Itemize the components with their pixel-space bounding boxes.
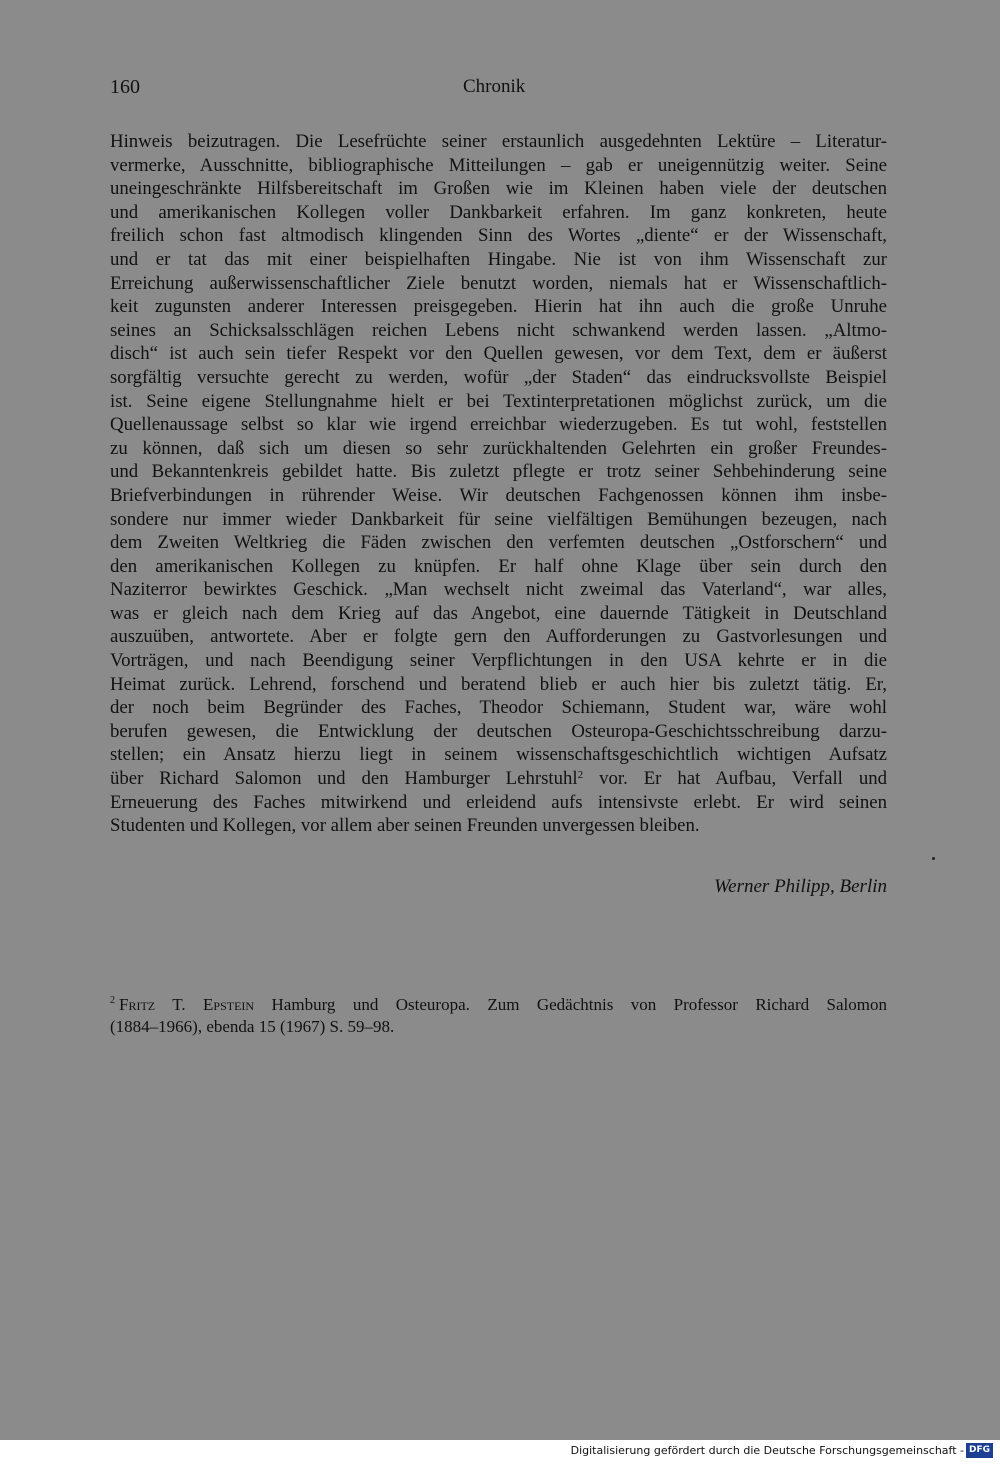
dfg-logo: DFG	[966, 1443, 993, 1458]
text-line-with-footnote	[110, 767, 887, 791]
text-line: der noch beim Begründer des Faches, Theodor Schiemann, Student war, wäre wohl	[110, 697, 887, 719]
text-line: seines an Schicksalsschlägen reichen Lebens nicht schwankend werden lassen. „Altmo-	[110, 319, 887, 341]
text-line: uneingeschränkte Hilfsbereitschaft im Großen wie im Kleinen haben viele der deutschen	[110, 178, 887, 200]
body-text	[110, 130, 887, 838]
text-line: Briefverbindungen in rührender Weise. Wir deutschen Fachgenossen können ihm insbe-	[110, 484, 887, 506]
footnote-reference: 2	[577, 768, 584, 781]
footnote-mark: 2	[110, 995, 115, 1006]
footnote-line	[110, 994, 887, 1016]
text-line: Heimat zurück. Lehrend, forschend und beratend blieb er auch hier bis zuletzt tätig. Er,	[110, 673, 887, 695]
text-line: berufen gewesen, die Entwicklung der deutschen Osteuropa-Geschichtsschreibung darzu-	[110, 720, 887, 742]
text-line: zu können, daß sich um diesen so sehr zurückhaltenden Gelehrten ein großer Freundes-	[110, 437, 887, 459]
text-line: und amerikanischen Kollegen voller Dankbarkeit erfahren. Im ganz konkreten, heute	[110, 201, 887, 223]
text-line: keit zugunsten anderer Interessen preisgegeben. Hierin hat ihn auch die große Unruhe	[110, 296, 887, 318]
text-segment: über Richard Salomon und den Hamburger Lehrstuhl	[110, 768, 578, 790]
page-number: 160	[110, 76, 140, 98]
running-head: Chronik	[463, 76, 526, 97]
funding-note: Digitalisierung gefördert durch die Deutsche Forschungsgemeinschaft -	[570, 1444, 964, 1457]
text-segment: vor. Er hat Aufbau, Verfall und	[583, 768, 887, 790]
footnote	[110, 994, 887, 1038]
text-line: Hinweis beizutragen. Die Lesefrüchte seiner erstaunlich ausgedehnten Lektüre – Literatur-	[110, 131, 887, 152]
text-line: ist. Seine eigene Stellungnahme hielt er bei Textinterpretationen möglichst zurück, um die	[110, 390, 887, 412]
text-line: Naziterror bewirktes Geschick. „Man wechselt nicht zweimal das Vaterland“, war alles,	[110, 579, 887, 601]
text-line: auszuüben, antwortete. Aber er folgte gern den Aufforderungen zu Gastvorlesungen und	[110, 626, 887, 648]
text-line: sondere nur immer wieder Dankbarkeit für seine vielfältigen Bemühungen bezeugen, nach	[110, 508, 887, 530]
text-line: und er tat das mit einer beispielhaften Hingabe. Nie ist von ihm Wissenschaft zur	[110, 248, 887, 270]
author-signature: Werner Philipp, Berlin	[714, 876, 887, 897]
text-line: freilich schon fast altmodisch klingenden Sinn des Wortes „diente“ er der Wissenschaft,	[110, 225, 887, 247]
text-line: Vorträgen, und nach Beendigung seiner Verpflichtungen in den USA kehrte er in die	[110, 650, 887, 672]
text-line: Studenten und Kollegen, vor allem aber seinen Freunden unvergessen bleiben.	[110, 815, 700, 837]
text-line: Quellenaussage selbst so klar wie irgend erreichbar wiederzugeben. Es tut wohl, feststellen	[110, 414, 887, 436]
text-line: Erreichung außerwissenschaftlicher Ziele benutzt worden, niemals hat er Wissenschaftlich-	[110, 272, 887, 294]
text-line: Erneuerung des Faches mitwirkend und erleidend aufs intensivste erlebt. Er wird seinen	[110, 791, 887, 813]
footnote-title: Hamburg und Osteuropa. Zum Gedächtnis von Professor Richard Salomon	[254, 995, 888, 1014]
text-line: sorgfältig versuchte gerecht zu werden, wofür „der Staden“ das eindrucksvollste Beispiel	[110, 366, 887, 388]
text-line: vermerke, Ausschnitte, bibliographische Mitteilungen – gab er uneigennützig weiter. Seine	[110, 154, 887, 176]
text-line: stellen; ein Ansatz hierzu liegt in seinem wissenschaftsgeschichtlich wichtigen Aufsatz	[110, 744, 887, 766]
text-line: und Bekanntenkreis gebildet hatte. Bis zuletzt pflegte er trotz seiner Sehbehinderung seine	[110, 461, 887, 483]
text-line: was er gleich nach dem Krieg auf das Angebot, eine dauernde Tätigkeit in Deutschland	[110, 602, 887, 624]
scan-speck	[932, 857, 935, 860]
text-line: disch“ ist auch sein tiefer Respekt vor den Quellen gewesen, vor dem Text, dem er äußerst	[110, 343, 887, 365]
footnote-author: Fritz T. Epstein	[119, 995, 255, 1014]
text-line: den amerikanischen Kollegen zu knüpfen. Er half ohne Klage über sein durch den	[110, 555, 887, 577]
footnote-line: (1884–1966), ebenda 15 (1967) S. 59–98.	[110, 1017, 395, 1036]
text-line: dem Zweiten Weltkrieg die Fäden zwischen den verfemten deutschen „Ostforschern“ und	[110, 532, 887, 554]
